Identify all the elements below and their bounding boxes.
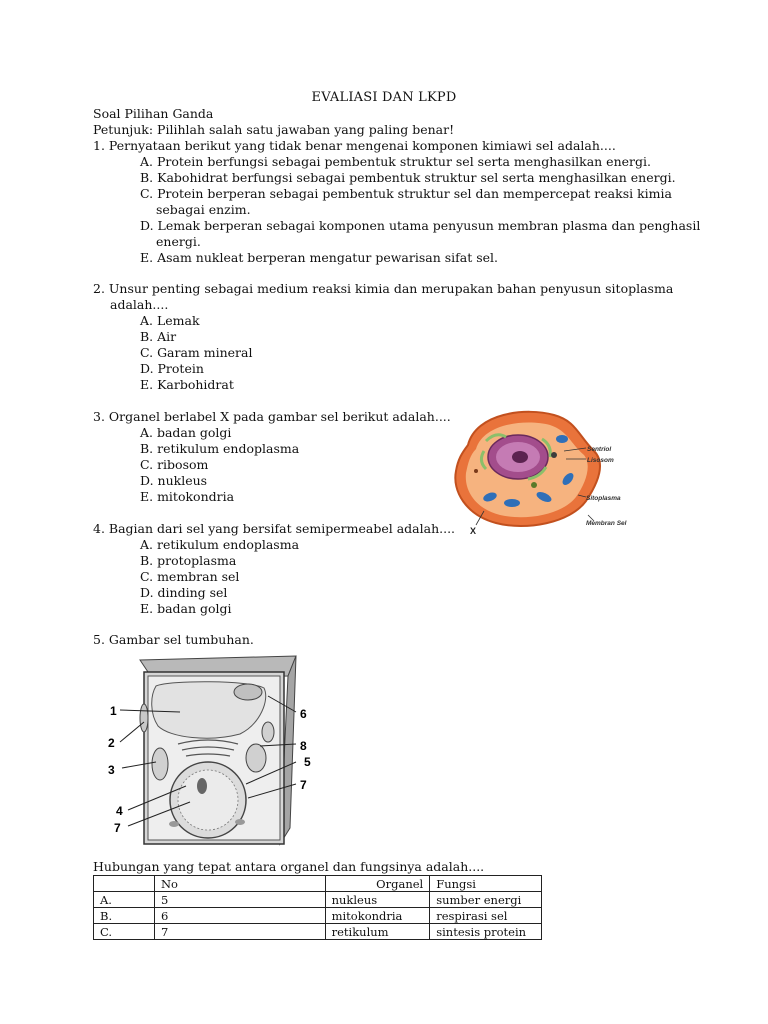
table-cell: nukleus	[325, 892, 430, 908]
label-x: X	[470, 526, 477, 536]
table-header-cell: No	[154, 876, 325, 892]
question-4: 4. Bagian dari sel yang bersifat semipermeabel adalah....	[93, 521, 456, 536]
plant-label-7-left: 7	[114, 821, 121, 835]
q2-option-e: E. Karbohidrat	[140, 377, 234, 392]
page-title: EVALIASI DAN LKPD	[311, 90, 457, 105]
answer-table	[93, 875, 542, 940]
q1-option-c-cont: sebagai enzim.	[156, 202, 251, 217]
label-lisosom: Lisosom	[587, 457, 614, 464]
table-cell: sintesis protein	[430, 924, 542, 940]
q3-option-a: A. badan golgi	[140, 425, 232, 440]
q4-option-b: B. protoplasma	[140, 553, 237, 568]
q2-option-b: B. Air	[140, 329, 177, 344]
q2-option-c: C. Garam mineral	[140, 345, 253, 360]
q4-option-d: D. dinding sel	[140, 585, 228, 600]
plant-label-1: 1	[110, 704, 117, 718]
label-sentriol: Sentriol	[587, 446, 612, 453]
question-3: 3. Organel berlabel X pada gambar sel berikut adalah....	[93, 409, 451, 424]
q1-option-d: D. Lemak berperan sebagai komponen utama penyusun membran plasma dan penghasil	[140, 218, 701, 233]
q2-option-a: A. Lemak	[140, 313, 200, 328]
table-cell: B.	[94, 908, 155, 924]
q3-option-b: B. retikulum endoplasma	[140, 441, 300, 456]
plant-label-5: 5	[304, 755, 311, 769]
plant-label-3: 3	[108, 763, 115, 777]
q1-option-b: B. Kabohidrat berfungsi sebagai pembentuk struktur sel serta menghasilkan energi.	[140, 170, 676, 185]
label-sitoplasma: Sitoplasma	[586, 495, 621, 502]
table-cell: retikulum	[325, 924, 430, 940]
q1-option-e: E. Asam nukleat berperan mengatur pewarisan sifat sel.	[140, 250, 499, 265]
table-header-cell: Organel	[325, 876, 430, 892]
table-cell: respirasi sel	[430, 908, 542, 924]
table-header-row	[94, 876, 542, 892]
table-cell: C.	[94, 924, 155, 940]
plant-label-7-right: 7	[300, 778, 307, 792]
instruction-text: Petunjuk: Pilihlah salah satu jawaban yang paling benar!	[93, 122, 455, 137]
table-cell: 7	[154, 924, 325, 940]
table-header-cell: Fungsi	[430, 876, 542, 892]
table-row	[94, 892, 542, 908]
q1-option-c: C. Protein berperan sebagai pembentuk struktur sel dan mempercepat reaksi kimia	[140, 186, 672, 201]
q3-option-c: C. ribosom	[140, 457, 209, 472]
q3-option-d: D. nukleus	[140, 473, 208, 488]
table-header-cell	[94, 876, 155, 892]
q4-option-e: E. badan golgi	[140, 601, 232, 616]
plant-label-4: 4	[116, 804, 123, 818]
q1-option-d-cont: energi.	[156, 234, 201, 249]
table-cell: 6	[154, 908, 325, 924]
table-cell: 5	[154, 892, 325, 908]
label-membran-sel: Membran Sel	[586, 520, 627, 527]
table-cell: mitokondria	[325, 908, 430, 924]
question-1: 1. Pernyataan berikut yang tidak benar mengenai komponen kimiawi sel adalah....	[93, 138, 616, 153]
table-row	[94, 924, 542, 940]
question-5-prompt: Hubungan yang tepat antara organel dan fungsinya adalah....	[93, 859, 485, 874]
table-row	[94, 908, 542, 924]
plant-cell-figure	[100, 652, 325, 852]
question-5: 5. Gambar sel tumbuhan.	[93, 632, 254, 647]
q2-option-d: D. Protein	[140, 361, 204, 376]
table-cell: A.	[94, 892, 155, 908]
plant-label-6: 6	[300, 707, 307, 721]
table-cell: sumber energi	[430, 892, 542, 908]
q1-option-a: A. Protein berfungsi sebagai pembentuk struktur sel serta menghasilkan energi.	[140, 154, 651, 169]
section-heading: Soal Pilihan Ganda	[93, 106, 214, 121]
q4-option-c: C. membran sel	[140, 569, 240, 584]
question-2-cont: adalah....	[110, 297, 169, 312]
question-2: 2. Unsur penting sebagai medium reaksi kimia dan merupakan bahan penyusun sitoplasma	[93, 281, 674, 296]
plant-label-2: 2	[108, 736, 115, 750]
animal-cell-figure	[446, 405, 636, 537]
q3-option-e: E. mitokondria	[140, 489, 235, 504]
q4-option-a: A. retikulum endoplasma	[140, 537, 300, 552]
plant-label-8: 8	[300, 739, 307, 753]
